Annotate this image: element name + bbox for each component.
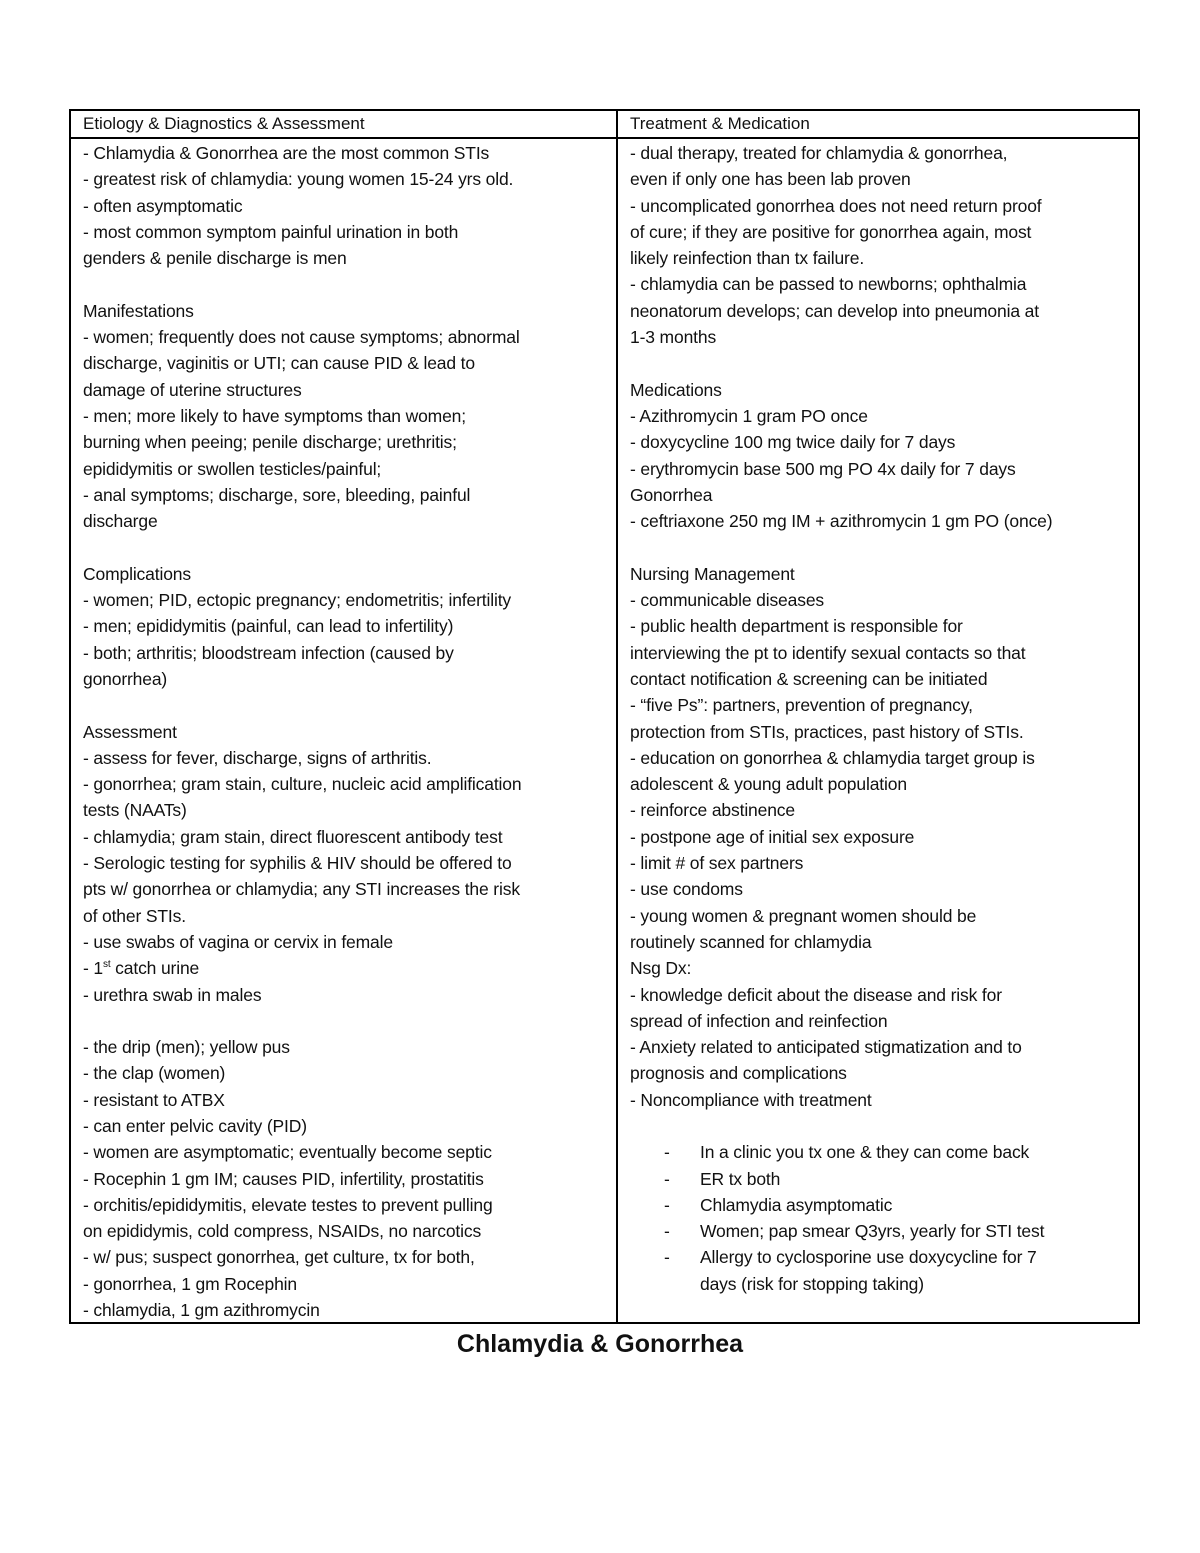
text-line: - often asymptomatic [83, 195, 243, 216]
text-line: - assess for fever, discharge, signs of arthritis. [83, 747, 432, 768]
text-line: - Noncompliance with treatment [630, 1089, 872, 1110]
text-line: - young women & pregnant women should be [630, 905, 977, 926]
header-etiology: Etiology & Diagnostics & Assessment [71, 111, 618, 137]
text-line: - gonorrhea, 1 gm Rocephin [83, 1273, 298, 1294]
text-line: - chlamydia; gram stain, direct fluorescent antibody test [83, 826, 503, 847]
text-line: - Rocephin 1 gm IM; causes PID, infertility, prostatitis [83, 1168, 484, 1189]
bullet-marker: - [664, 1142, 670, 1163]
text-line: prognosis and complications [630, 1063, 847, 1084]
bullet-line [630, 1192, 1134, 1218]
treatment-column [618, 139, 1138, 1323]
text-line: Gonorrhea [630, 484, 713, 505]
text-line: - reinforce abstinence [630, 800, 795, 821]
text-line: - limit # of sex partners [630, 853, 804, 874]
text-line: of other STIs. [83, 905, 186, 926]
text-line: - the drip (men); yellow pus [83, 1037, 290, 1058]
bullet-text: Allergy to cyclosporine use doxycycline for 7 [700, 1247, 1037, 1268]
text-line: - w/ pus; suspect gonorrhea, get culture, tx for both, [83, 1247, 475, 1268]
text-line: pts w/ gonorrhea or chlamydia; any STI increases the risk [83, 879, 520, 900]
bullet-marker: - [664, 1221, 670, 1242]
text-line: - doxycycline 100 mg twice daily for 7 days [630, 432, 956, 453]
text-line: - use swabs of vagina or cervix in female [83, 931, 393, 952]
bullet-text: Chlamydia asymptomatic [700, 1194, 893, 1215]
superscript: st [102, 959, 111, 971]
text-line [83, 955, 612, 981]
text-line: Nsg Dx: [630, 958, 692, 979]
text-line: - anal symptoms; discharge, sore, bleeding, painful [83, 484, 471, 505]
text-line: adolescent & young adult population [630, 774, 907, 795]
header-treatment: Treatment & Medication [630, 114, 810, 133]
text-line: - the clap (women) [83, 1063, 226, 1084]
table-header-row [71, 111, 1138, 139]
text-line: of cure; if they are positive for gonorrhea again, most [630, 221, 1032, 242]
text-line: - knowledge deficit about the disease and risk for [630, 984, 1002, 1005]
text-line: - urethra swab in males [83, 984, 262, 1005]
bullet-line [630, 1271, 1134, 1297]
text-line: neonatorum develops; can develop into pneumonia at [630, 300, 1039, 321]
text-line: discharge [83, 511, 158, 532]
text-line: - education on gonorrhea & chlamydia target group is [630, 747, 1035, 768]
text-line: - ceftriaxone 250 mg IM + azithromycin 1 gm PO (once) [630, 511, 1053, 532]
text-line: - uncomplicated gonorrhea does not need return proof [630, 195, 1042, 216]
text-line: - dual therapy, treated for chlamydia & gonorrhea, [630, 143, 1008, 163]
bullet-marker: - [664, 1194, 670, 1215]
text-line: - gonorrhea; gram stain, culture, nucleic acid amplification [83, 774, 522, 795]
text-line [83, 271, 612, 297]
table-body-row [71, 139, 1138, 1323]
bullet-marker: - [664, 1168, 670, 1189]
notes-table [69, 109, 1140, 1324]
line-suffix: catch urine [110, 958, 200, 979]
text-line: - women are asymptomatic; eventually become septic [83, 1142, 492, 1163]
text-line: - orchitis/epididymitis, elevate testes to prevent pulling [83, 1194, 493, 1215]
text-line: even if only one has been lab proven [630, 169, 911, 190]
text-line: Manifestations [83, 300, 194, 321]
text-line: - communicable diseases [630, 590, 824, 611]
text-line [83, 1008, 612, 1034]
text-line: Complications [83, 563, 191, 584]
text-line: - women; PID, ectopic pregnancy; endometritis; infertility [83, 590, 512, 611]
text-line: epididymitis or swollen testicles/painful; [83, 458, 382, 479]
text-line [630, 534, 1134, 560]
bullet-text: In a clinic you tx one & they can come back [700, 1142, 1030, 1163]
text-line: genders & penile discharge is men [83, 248, 347, 269]
text-line: tests (NAATs) [83, 800, 187, 821]
text-line: - Serologic testing for syphilis & HIV should be offered to [83, 853, 512, 874]
text-line: - postpone age of initial sex exposure [630, 826, 915, 847]
bullet-line [630, 1166, 1134, 1192]
text-line [630, 350, 1134, 376]
etiology-column [71, 139, 618, 1323]
bullet-line [630, 1218, 1134, 1244]
etiology-lines [71, 139, 616, 1323]
text-line: - Anxiety related to anticipated stigmatization and to [630, 1037, 1022, 1058]
text-line: 1-3 months [630, 327, 717, 348]
text-line: routinely scanned for chlamydia [630, 931, 872, 952]
text-line: protection from STIs, practices, past history of STIs. [630, 721, 1024, 742]
text-line: contact notification & screening can be initiated [630, 668, 988, 689]
text-line: - Chlamydia & Gonorrhea are the most common STIs [83, 143, 490, 163]
text-line [83, 692, 612, 718]
bullet-marker: - [664, 1247, 670, 1268]
text-line: - “five Ps”: partners, prevention of pregnancy, [630, 695, 973, 716]
text-line: spread of infection and reinfection [630, 1010, 888, 1031]
line-prefix: - 1 [83, 958, 103, 979]
text-line: - greatest risk of chlamydia: young women 15-24 yrs old. [83, 169, 514, 190]
document-title: Chlamydia & Gonorrhea [456, 1330, 744, 1358]
text-line [83, 534, 612, 560]
text-line: discharge, vaginitis or UTI; can cause PID & lead to [83, 353, 475, 374]
text-line: Assessment [83, 721, 177, 742]
text-line: Nursing Management [630, 563, 795, 584]
bullet-line [630, 1244, 1134, 1270]
text-line: - men; epididymitis (painful, can lead to infertility) [83, 616, 454, 637]
bullet-marker [630, 1271, 700, 1297]
text-line: - chlamydia can be passed to newborns; ophthalmia [630, 274, 1027, 295]
text-line: - most common symptom painful urination in both [83, 221, 459, 242]
text-line: damage of uterine structures [83, 379, 302, 400]
text-line: - use condoms [630, 879, 743, 900]
text-line: - erythromycin base 500 mg PO 4x daily for 7 days [630, 458, 1016, 479]
text-line: on epididymis, cold compress, NSAIDs, no narcotics [83, 1221, 482, 1242]
text-line: burning when peeing; penile discharge; urethritis; [83, 432, 457, 453]
bullet-line [630, 1139, 1134, 1165]
bullet-text: ER tx both [700, 1168, 781, 1189]
text-line: - men; more likely to have symptoms than women; [83, 405, 466, 426]
treatment-lines [618, 139, 1138, 1297]
text-line: - both; arthritis; bloodstream infection (caused by [83, 642, 454, 663]
text-line: - women; frequently does not cause symptoms; abnormal [83, 327, 520, 348]
text-line: - public health department is responsible for [630, 616, 963, 637]
text-line: - can enter pelvic cavity (PID) [83, 1115, 307, 1136]
text-line: interviewing the pt to identify sexual contacts so that [630, 642, 1026, 663]
text-line [630, 1113, 1134, 1139]
text-line: - resistant to ATBX [83, 1089, 225, 1110]
bullet-text: Women; pap smear Q3yrs, yearly for STI test [700, 1221, 1045, 1242]
text-line: likely reinfection than tx failure. [630, 248, 865, 269]
text-line: gonorrhea) [83, 668, 168, 689]
bullet-text: days (risk for stopping taking) [700, 1273, 924, 1294]
text-line: - chlamydia, 1 gm azithromycin [83, 1300, 320, 1321]
text-line: Medications [630, 379, 722, 400]
text-line: - Azithromycin 1 gram PO once [630, 405, 868, 426]
